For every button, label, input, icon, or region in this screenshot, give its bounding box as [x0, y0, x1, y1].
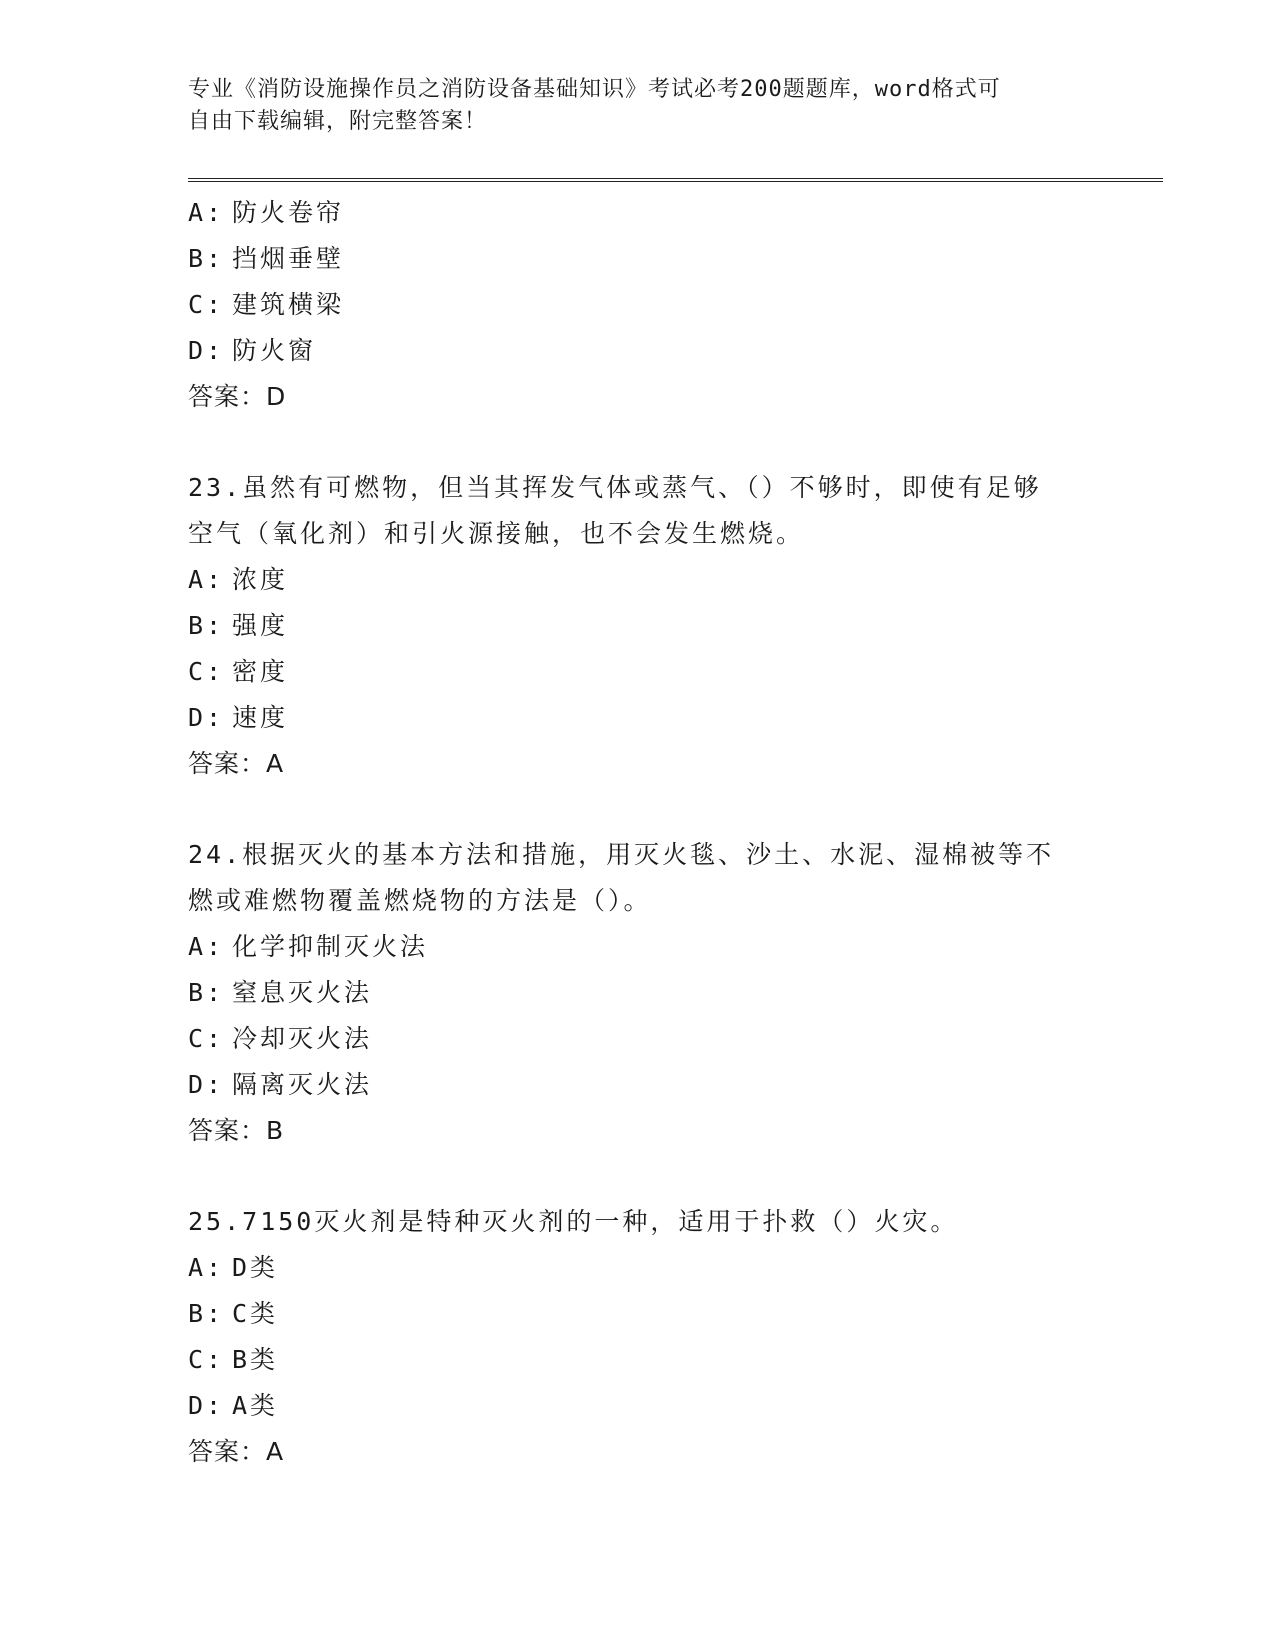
option-text: A类 — [232, 1391, 279, 1420]
answer-line: 答案：A — [188, 749, 285, 778]
option-key: A: — [188, 198, 225, 227]
option-text: 浓度 — [232, 565, 289, 594]
option-b — [188, 970, 1088, 1016]
spacer — [188, 420, 1088, 465]
option-text: B类 — [232, 1345, 279, 1374]
option-text: 强度 — [232, 611, 289, 640]
question-stem-line: 燃或难燃物覆盖燃烧物的方法是（）。 — [188, 886, 652, 915]
option-b — [188, 236, 1088, 282]
option-text: 化学抑制灭火法 — [232, 932, 429, 961]
question-stem-line: 空气（氧化剂）和引火源接触，也不会发生燃烧。 — [188, 519, 805, 548]
option-text: 建筑横梁 — [232, 290, 345, 319]
option-a — [188, 557, 1088, 603]
option-key: D: — [188, 703, 225, 732]
option-a — [188, 1245, 1088, 1291]
option-c — [188, 1337, 1088, 1383]
answer-line: 答案：B — [188, 1116, 285, 1145]
option-key: A: — [188, 1253, 225, 1282]
option-key: C: — [188, 1345, 225, 1374]
option-key: A: — [188, 565, 225, 594]
question-stem-line: 23.虽然有可燃物，但当其挥发气体或蒸气、（）不够时，即使有足够 — [188, 473, 1042, 502]
option-key: D: — [188, 1070, 225, 1099]
option-key: B: — [188, 1299, 225, 1328]
option-key: C: — [188, 1024, 225, 1053]
spacer — [188, 787, 1088, 832]
document-header — [188, 74, 1088, 138]
option-key: C: — [188, 290, 225, 319]
option-text: D类 — [232, 1253, 279, 1282]
option-key: B: — [188, 978, 225, 1007]
option-d — [188, 328, 1088, 374]
option-c — [188, 1016, 1088, 1062]
option-c — [188, 282, 1088, 328]
question-25 — [188, 1199, 1088, 1475]
option-text: 密度 — [232, 657, 289, 686]
option-key: D: — [188, 1391, 225, 1420]
option-text: C类 — [232, 1299, 279, 1328]
option-text: 防火卷帘 — [232, 198, 345, 227]
option-text: 挡烟垂壁 — [232, 244, 345, 273]
option-key: B: — [188, 244, 225, 273]
spacer — [188, 1154, 1088, 1199]
option-key: A: — [188, 932, 225, 961]
question-stem-line: 25.7150灭火剂是特种灭火剂的一种，适用于扑救（）火灾。 — [188, 1207, 959, 1236]
option-a — [188, 190, 1088, 236]
question-24 — [188, 832, 1088, 1154]
header-title-line-1: 专业《消防设施操作员之消防设备基础知识》考试必考200题题库，word格式可 — [188, 77, 1001, 102]
option-b — [188, 1291, 1088, 1337]
answer-line: 答案：A — [188, 1437, 285, 1466]
option-text: 防火窗 — [232, 336, 317, 365]
option-text: 冷却灭火法 — [232, 1024, 373, 1053]
option-b — [188, 603, 1088, 649]
question-stem-line: 24.根据灭火的基本方法和措施，用灭火毯、沙土、水泥、湿棉被等不 — [188, 840, 1055, 869]
option-key: C: — [188, 657, 225, 686]
question-22-continued — [188, 190, 1088, 420]
option-d — [188, 1383, 1088, 1429]
option-text: 窒息灭火法 — [232, 978, 373, 1007]
option-c — [188, 649, 1088, 695]
header-title-line-2: 自由下载编辑，附完整答案！ — [188, 109, 488, 134]
option-a — [188, 924, 1088, 970]
option-key: D: — [188, 336, 225, 365]
option-key: B: — [188, 611, 225, 640]
option-text: 隔离灭火法 — [232, 1070, 373, 1099]
answer-line: 答案：D — [188, 382, 287, 411]
header-divider — [188, 178, 1163, 182]
option-d — [188, 695, 1088, 741]
option-d — [188, 1062, 1088, 1108]
option-text: 速度 — [232, 703, 289, 732]
question-list — [188, 190, 1088, 1475]
question-23 — [188, 465, 1088, 787]
